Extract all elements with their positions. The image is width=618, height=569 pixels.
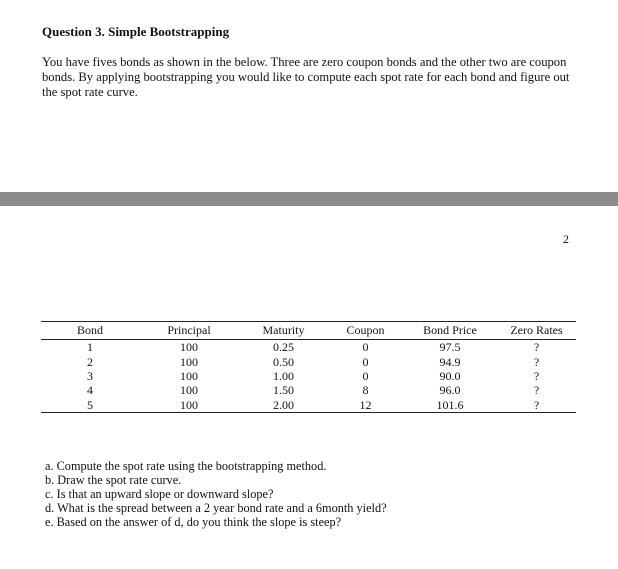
cell-maturity: 0.50 <box>273 354 294 369</box>
header-bond: Bond <box>41 322 139 340</box>
bond-table <box>41 321 576 413</box>
header-zero-rates: Zero Rates <box>497 322 576 340</box>
table-row <box>41 340 576 355</box>
question-description: You have fives bonds as shown in the below. Three are zero coupon bonds and the other two are coupon bonds. By applying bootstrapping you would like to compute each spot rate for each bond and figure out the spot rate curve. <box>42 55 570 99</box>
cell-bond-price: 101.6 <box>403 398 497 413</box>
question-item-b: b. Draw the spot rate curve. <box>45 473 182 487</box>
cell-zero-rate: ? <box>533 340 540 355</box>
cell-principal: 100 <box>180 354 198 369</box>
cell-principal: 100 <box>139 398 239 413</box>
question-item-c: c. Is that an upward slope or downward slope? <box>45 487 274 501</box>
question-item-a: a. Compute the spot rate using the bootstrapping method. <box>45 459 327 473</box>
cell-zero-rate: ? <box>533 383 540 398</box>
cell-bond: 5 <box>41 398 139 413</box>
table-header-row <box>41 322 576 340</box>
cell-bond-price: 94.9 <box>439 354 461 369</box>
question-item-d: d. What is the spread between a 2 year bond rate and a 6month yield? <box>45 501 387 515</box>
table-row <box>41 354 576 368</box>
cell-zero-rate: ? <box>497 398 576 413</box>
cell-zero-rate: ? <box>533 368 540 383</box>
cell-principal: 100 <box>180 340 198 355</box>
cell-maturity: 2.00 <box>239 398 328 413</box>
question-list <box>45 459 387 529</box>
page-number: 2 <box>563 232 569 246</box>
question-title: Question 3. Simple Bootstrapping <box>42 24 230 39</box>
page-top-section <box>0 0 618 192</box>
cell-bond: 2 <box>87 354 93 369</box>
header-bond-price: Bond Price <box>403 322 497 340</box>
cell-maturity: 1.50 <box>273 383 294 398</box>
cell-coupon: 12 <box>328 398 403 413</box>
question-item-e: e. Based on the answer of d, do you think the slope is steep? <box>45 515 342 529</box>
table-row <box>41 383 576 397</box>
cell-bond: 1 <box>87 340 93 355</box>
cell-coupon: 0 <box>362 368 369 383</box>
cell-bond-price: 96.0 <box>439 383 461 398</box>
cell-principal: 100 <box>180 368 198 383</box>
header-maturity: Maturity <box>239 322 328 340</box>
cell-coupon: 0 <box>362 340 369 355</box>
table-row <box>41 369 576 383</box>
cell-bond-price: 97.5 <box>439 340 461 355</box>
header-coupon: Coupon <box>328 322 403 340</box>
header-principal: Principal <box>139 322 239 340</box>
cell-maturity: 1.00 <box>273 368 294 383</box>
cell-bond: 3 <box>87 368 93 383</box>
cell-zero-rate: ? <box>533 354 540 369</box>
table-row <box>41 398 576 413</box>
cell-coupon: 8 <box>362 383 369 398</box>
cell-bond: 4 <box>87 383 93 398</box>
cell-maturity: 0.25 <box>273 340 294 355</box>
cell-coupon: 0 <box>362 354 369 369</box>
cell-principal: 100 <box>180 383 198 398</box>
page-break-divider <box>0 192 618 206</box>
cell-bond-price: 90.0 <box>439 368 461 383</box>
